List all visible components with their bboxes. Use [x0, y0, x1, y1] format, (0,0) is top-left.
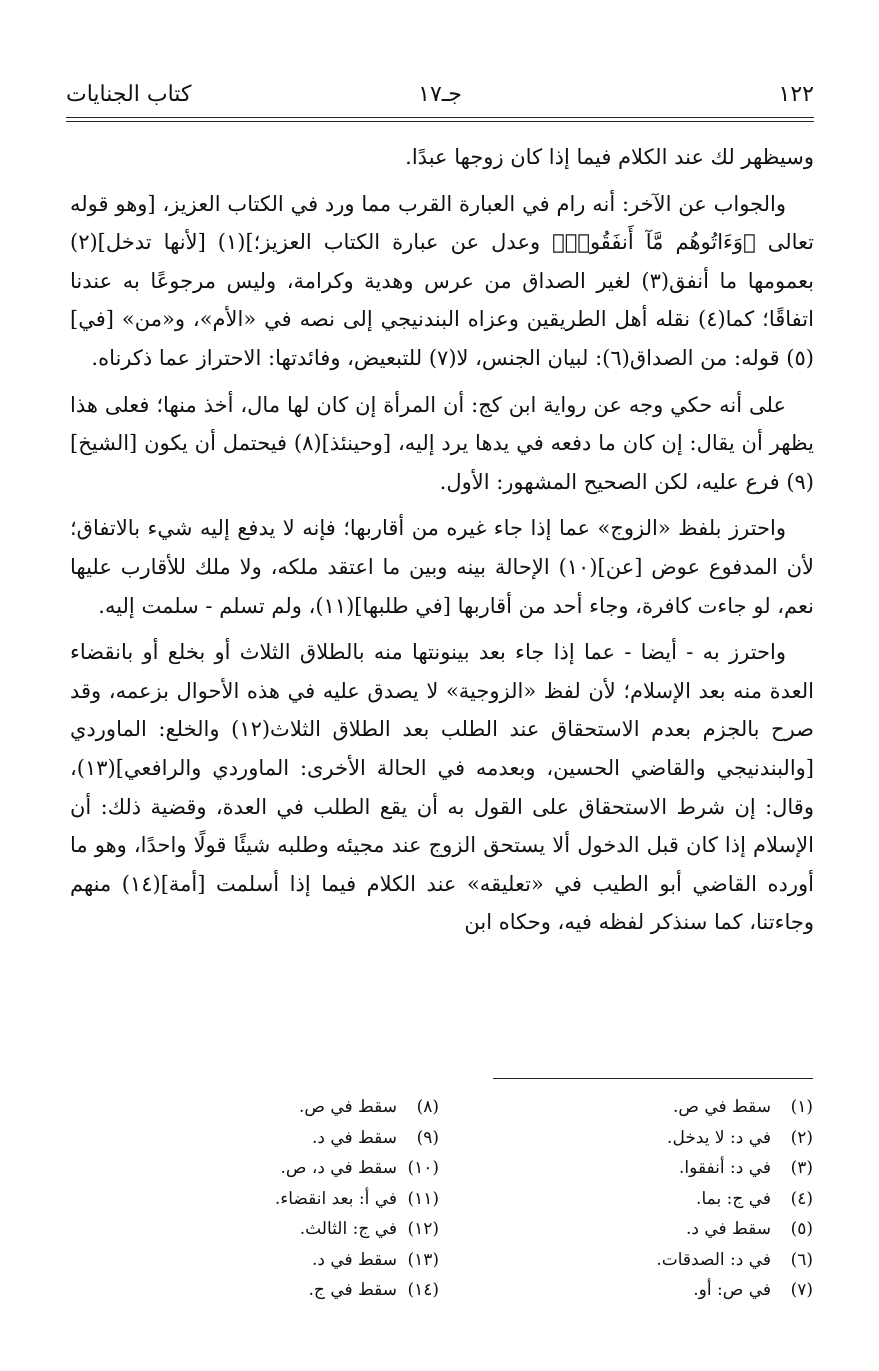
footnote-text: في د: لا يدخل.	[667, 1127, 771, 1148]
footnote	[439, 1153, 813, 1184]
footnote	[65, 1214, 439, 1245]
paragraph: واحترز به - أيضا - عما إذا جاء بعد بينونتها منه بالطلاق الثلاث أو بخلع أو بانقضاء العدة منه بعد الإسلام؛ لأن لفظ «الزوجية» لا يصدق عليه في هذه الأحوال بزعمه، وقد صرح بالجزم بعدم الاستحقاق عند الطلب بعد الطلاق الثلاث(١٢) والخلع: الماوردي [والبندنيجي والقاضي الحسين، وبعدمه في الحالة الأخرى: الماوردي والرافعي](١٣)، وقال: إن شرط الاستحقاق على القول به أن يقع الطلب في العدة، وقضية ذلك: أن الإسلام إذا كان قبل الدخول ألا يستحق الزوج عند مجيئه وطلبه شيئًا قولًا واحدًا، وهو ما أورده القاضي أبو الطيب في «تعليقه» عند الكلام فيما إذا أسلمت [أمة](١٤) منهم وجاءتنا، كما سنذكر لفظه فيه، وحكاه ابن	[70, 640, 814, 935]
footnote-number: (٥)	[790, 1219, 813, 1239]
footnote-text: سقط في د.	[311, 1249, 397, 1270]
footnote-number: (١٤)	[407, 1280, 439, 1300]
footnote-text: سقط في ص.	[672, 1097, 771, 1117]
footnote-text: سقط في د.	[685, 1219, 771, 1239]
footnote	[439, 1275, 813, 1306]
footnote	[439, 1123, 813, 1154]
footnote-number: (٢)	[790, 1127, 813, 1148]
paragraph: وسيظهر لك عند الكلام فيما إذا كان زوجها عبدًا.	[405, 145, 814, 169]
book-title: كتاب الجنايات	[66, 82, 192, 107]
page-number: ١٢٢	[778, 82, 814, 107]
paragraph: واحترز بلفظ «الزوج» عما إذا جاء غيره من أقاربها؛ فإنه لا يدفع إليه شيء بالاتفاق؛ لأن المدفوع عوض [عن](١٠) الإحالة بينه وبين ما اعتقد ملكه، ولا ملك للأقارب عليها نعم، لو جاءت كافرة، وجاء أحد من أقاربها [في طلبها](١١)، ولم تسلم - سلمت إليه.	[70, 516, 814, 618]
footnote-text: في ج: الثالث.	[299, 1219, 397, 1239]
footnote-number: (٨)	[416, 1097, 439, 1117]
footnote	[65, 1123, 439, 1154]
header-divider	[66, 117, 814, 118]
footnote	[65, 1092, 439, 1123]
footnotes	[65, 1092, 813, 1306]
footnote-number: (٤)	[790, 1188, 813, 1209]
footnote-number: (١٣)	[407, 1249, 439, 1270]
footnote-divider	[493, 1078, 813, 1079]
footnote	[65, 1245, 439, 1276]
footnote-text: سقط في ج.	[308, 1280, 397, 1300]
footnote-text: سقط في ص.	[298, 1097, 397, 1117]
footnote-number: (٣)	[790, 1158, 813, 1178]
footnote-number: (١)	[790, 1097, 813, 1117]
paragraph: على أنه حكي وجه عن رواية ابن كج: أن المرأة إن كان لها مال، أخذ منها؛ فعلى هذا يظهر أن يقال: إن كان ما دفعه في يدها يرد إليه، [وحينئذ](٨) فيحتمل أن يكون [الشيخ](٩) فرع عليه، لكن الصحيح المشهور: الأول.	[70, 392, 814, 494]
footnote	[439, 1184, 813, 1215]
footnote-number: (٦)	[790, 1249, 813, 1270]
footnote	[439, 1214, 813, 1245]
footnote-text: سقط في د.	[311, 1127, 397, 1148]
footnote-text: في د: الصدقات.	[656, 1249, 771, 1270]
footnote	[65, 1153, 439, 1184]
footnote	[439, 1245, 813, 1276]
footnote-number: (١٢)	[407, 1219, 439, 1239]
paragraph: والجواب عن الآخر: أنه رام في العبارة القرب مما ورد في الكتاب العزيز، [وهو قوله تعالى ﴿وَءَاتُوهُم مَّآ أَنفَقُوا۟﴾ وعدل عن عبارة الكتاب العزيز؛](١) [لأنها تدخل](٢) بعمومها ما أنفق(٣) لغير الصداق من عرس وهدية وكرامة، وليس مرجوعًا به عندنا اتفاقًا؛ كما(٤) نقله أهل الطريقين وعزاه البندنيجي إلى نصه في «الأم»، و«من» [في](٥) قوله: من الصداق(٦): لبيان الجنس، لا(٧) للتبعيض، وفائدتها: الاحتراز عما ذكرناه.	[70, 191, 814, 370]
volume-label: جـ١٧	[418, 82, 462, 107]
footnote	[65, 1184, 439, 1215]
footnotes-column-right	[439, 1092, 813, 1306]
footnote	[65, 1275, 439, 1306]
footnote-text: في ج: بما.	[696, 1188, 771, 1209]
footnote-text: في د: أنفقوا.	[679, 1158, 771, 1178]
footnote-number: (١١)	[407, 1188, 439, 1209]
page-header	[66, 78, 814, 112]
footnote	[439, 1092, 813, 1123]
footnotes-column-left	[65, 1092, 439, 1306]
footnote-number: (١٠)	[407, 1158, 439, 1178]
footnote-number: (٩)	[416, 1127, 439, 1148]
footnote-text: في أ: بعد انقضاء.	[274, 1188, 397, 1209]
footnote-text: في ص: أو.	[693, 1280, 771, 1300]
main-text	[70, 138, 814, 950]
header-divider-secondary	[66, 121, 814, 122]
footnote-number: (٧)	[790, 1280, 813, 1300]
footnote-text: سقط في د، ص.	[280, 1158, 397, 1178]
